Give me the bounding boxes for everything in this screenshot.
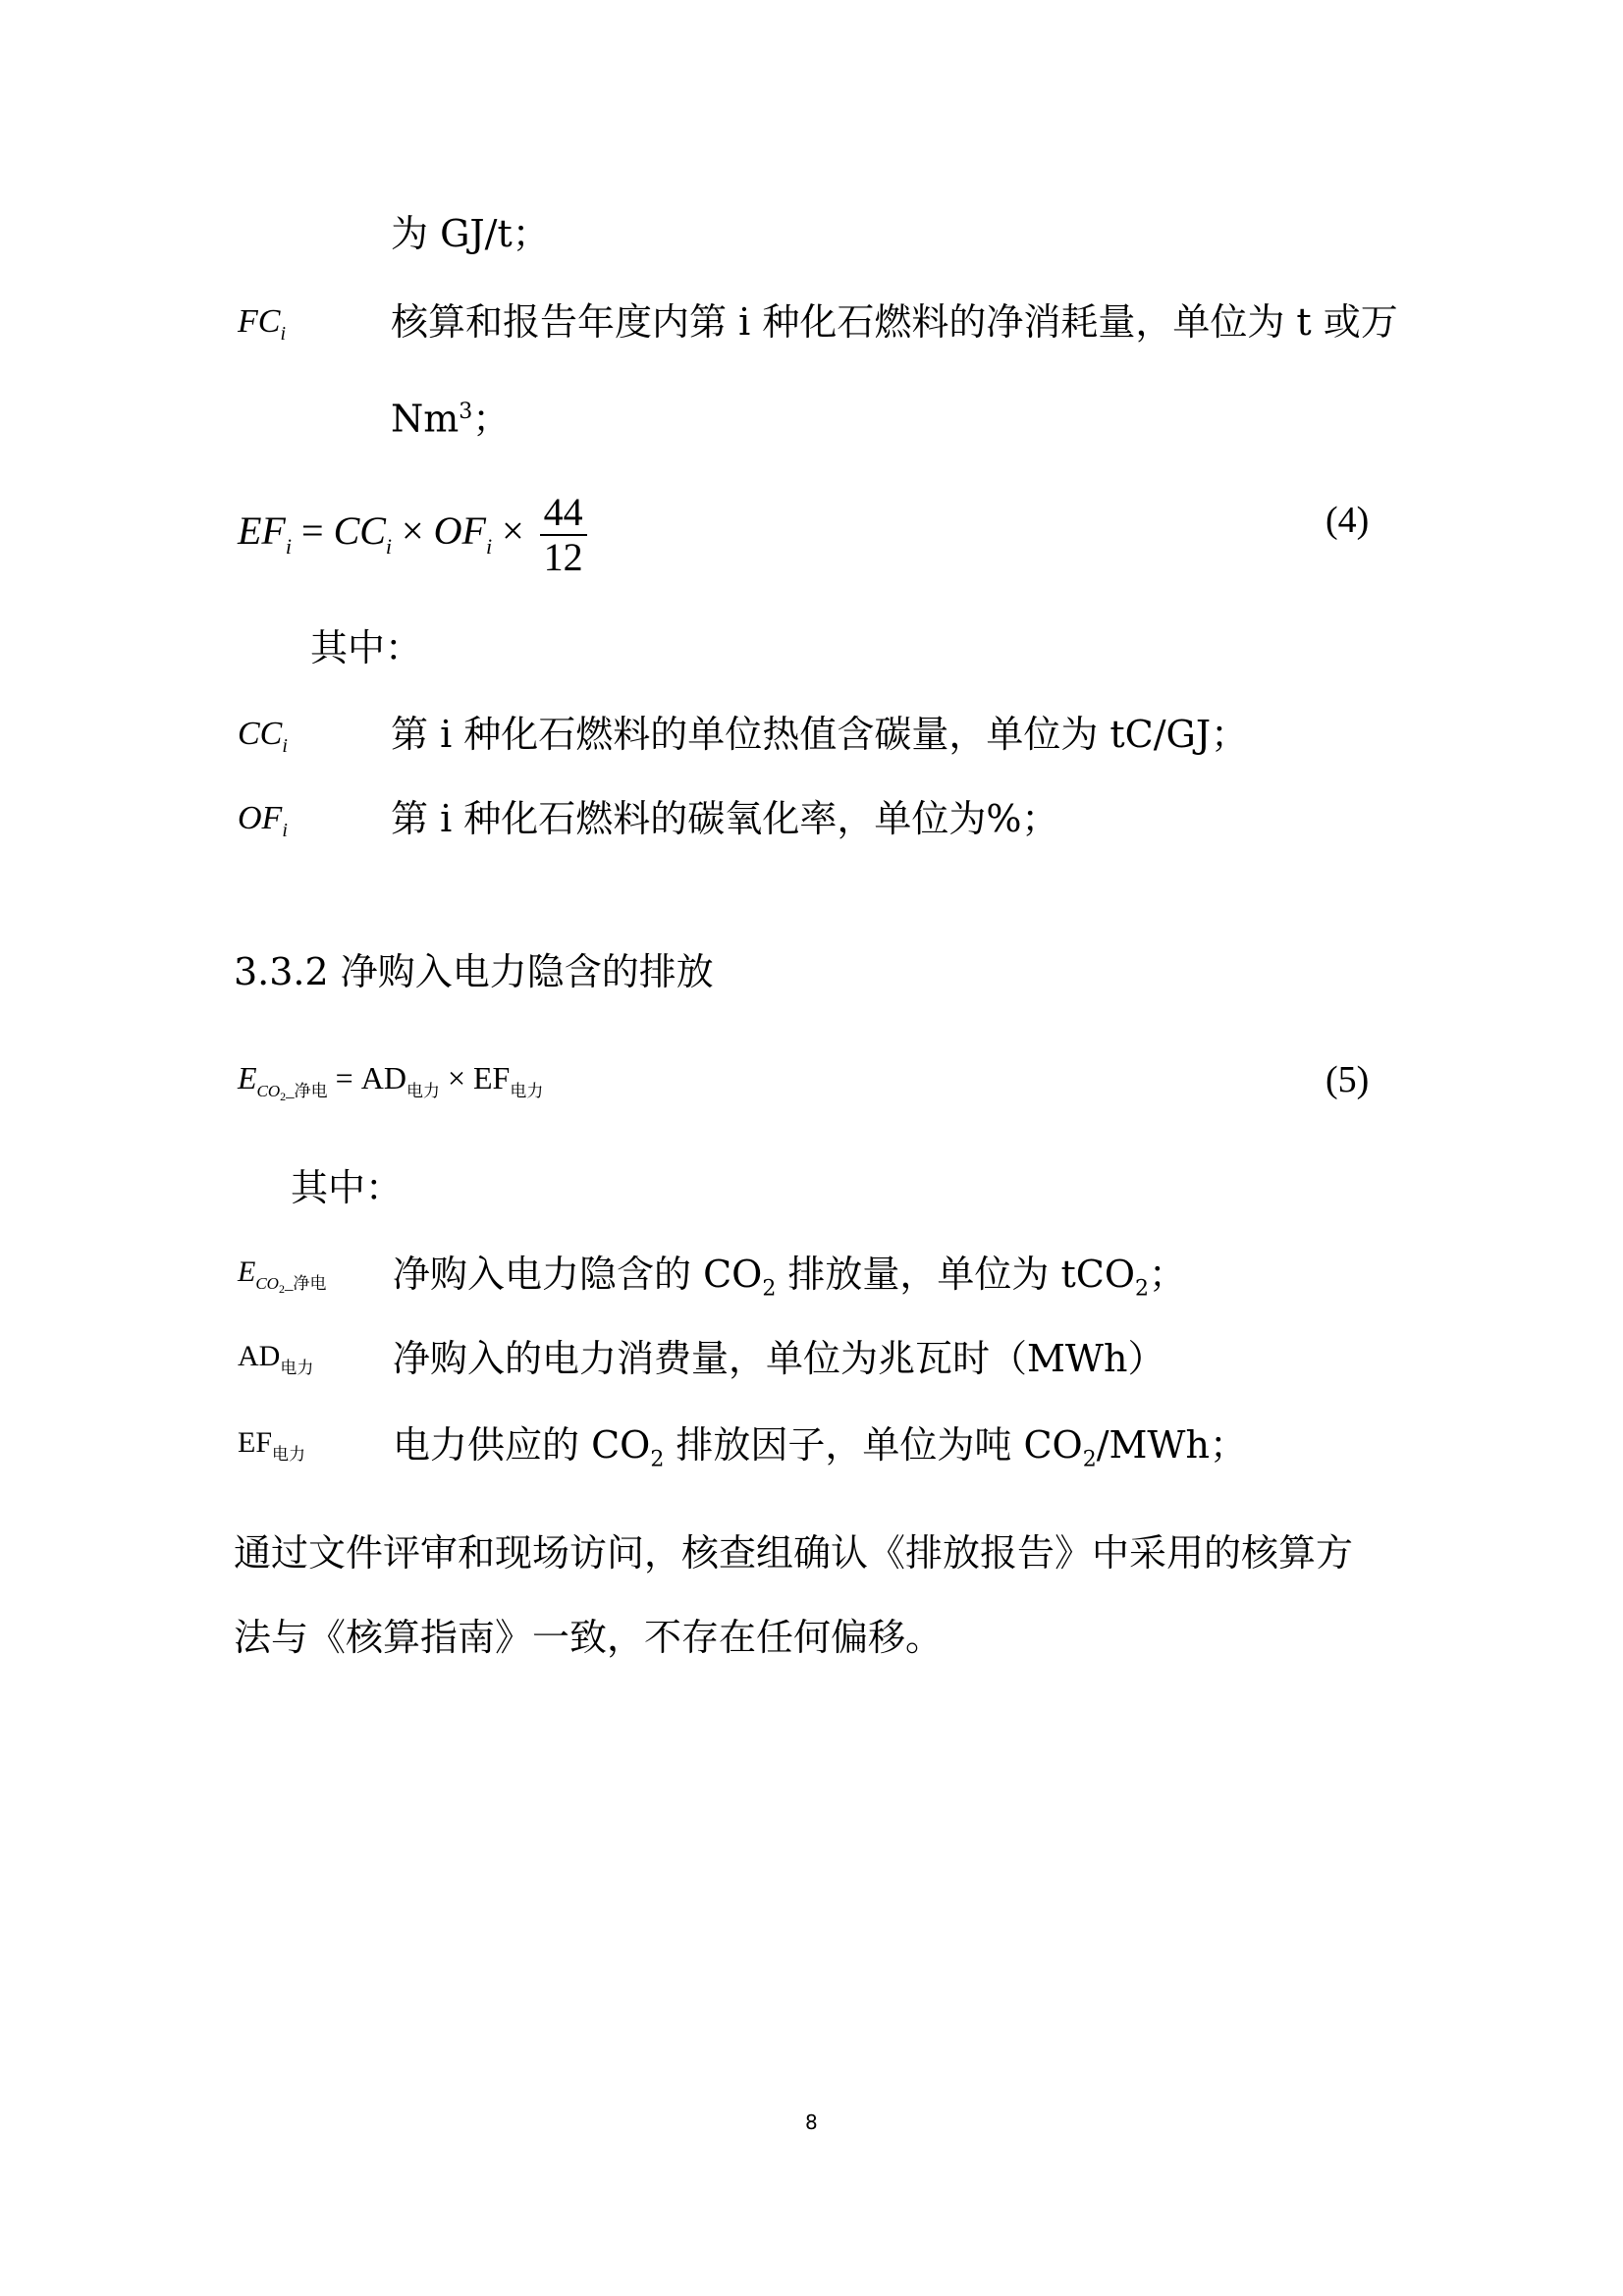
fc-definition: 核算和报告年度内第 i 种化石燃料的净消耗量，单位为 t 或万 (391, 300, 1398, 344)
conclusion-line-2: 法与《核算指南》一致，不存在任何偏移。 (234, 1616, 944, 1659)
cc-symbol: $CC_i$ (238, 716, 288, 757)
equation-5: $E_{CO_2\_净电} = AD_{电力} \times EF_{电力}$ (238, 1060, 544, 1103)
e-symbol: $E_{CO_2\_净电}$ (238, 1255, 327, 1296)
equation-5-number: (5) (1325, 1059, 1370, 1100)
ef-definition: 电力供应的 $CO_2$ 排放因子，单位为吨 $CO_2$/MWh； (393, 1423, 1247, 1472)
of-definition: 第 i 种化石燃料的碳氧化率，单位为%； (391, 797, 1059, 840)
cc-definition: 第 i 种化石燃料的单位热值含碳量，单位为 tC/GJ； (391, 713, 1249, 756)
fc-definition-continuation: Nm$^3$； (391, 397, 511, 441)
fraction-44-12: $\frac{44}{12}$ (540, 491, 587, 579)
equation-4-number: (4) (1325, 500, 1370, 541)
ef-symbol: $EF_{电力}$ (238, 1426, 306, 1464)
ad-symbol: $AD_{电力}$ (238, 1340, 314, 1377)
ad-definition: 净购入的电力消费量，单位为兆瓦时（MWh） (393, 1337, 1165, 1380)
of-symbol: $OF_i$ (238, 800, 288, 841)
equation-4: $EF_i = CC_i \times OF_i$ × $\frac{44}{12}$ (238, 491, 587, 579)
e-definition: 净购入电力隐含的 $CO_2$ 排放量，单位为 tCO$_2$； (393, 1253, 1186, 1302)
page-number: 8 (805, 2110, 818, 2134)
where-label-2: 其中： (291, 1166, 404, 1209)
conclusion-line-1: 通过文件评审和现场访问，核查组确认《排放报告》中采用的核算方 (234, 1531, 1354, 1575)
fc-symbol: $FC_i$ (238, 303, 287, 345)
where-label-1: 其中： (310, 626, 423, 669)
continuation-line: 为 GJ/t； (391, 212, 550, 255)
section-heading: 3.3.2 净购入电力隐含的排放 (234, 950, 714, 993)
